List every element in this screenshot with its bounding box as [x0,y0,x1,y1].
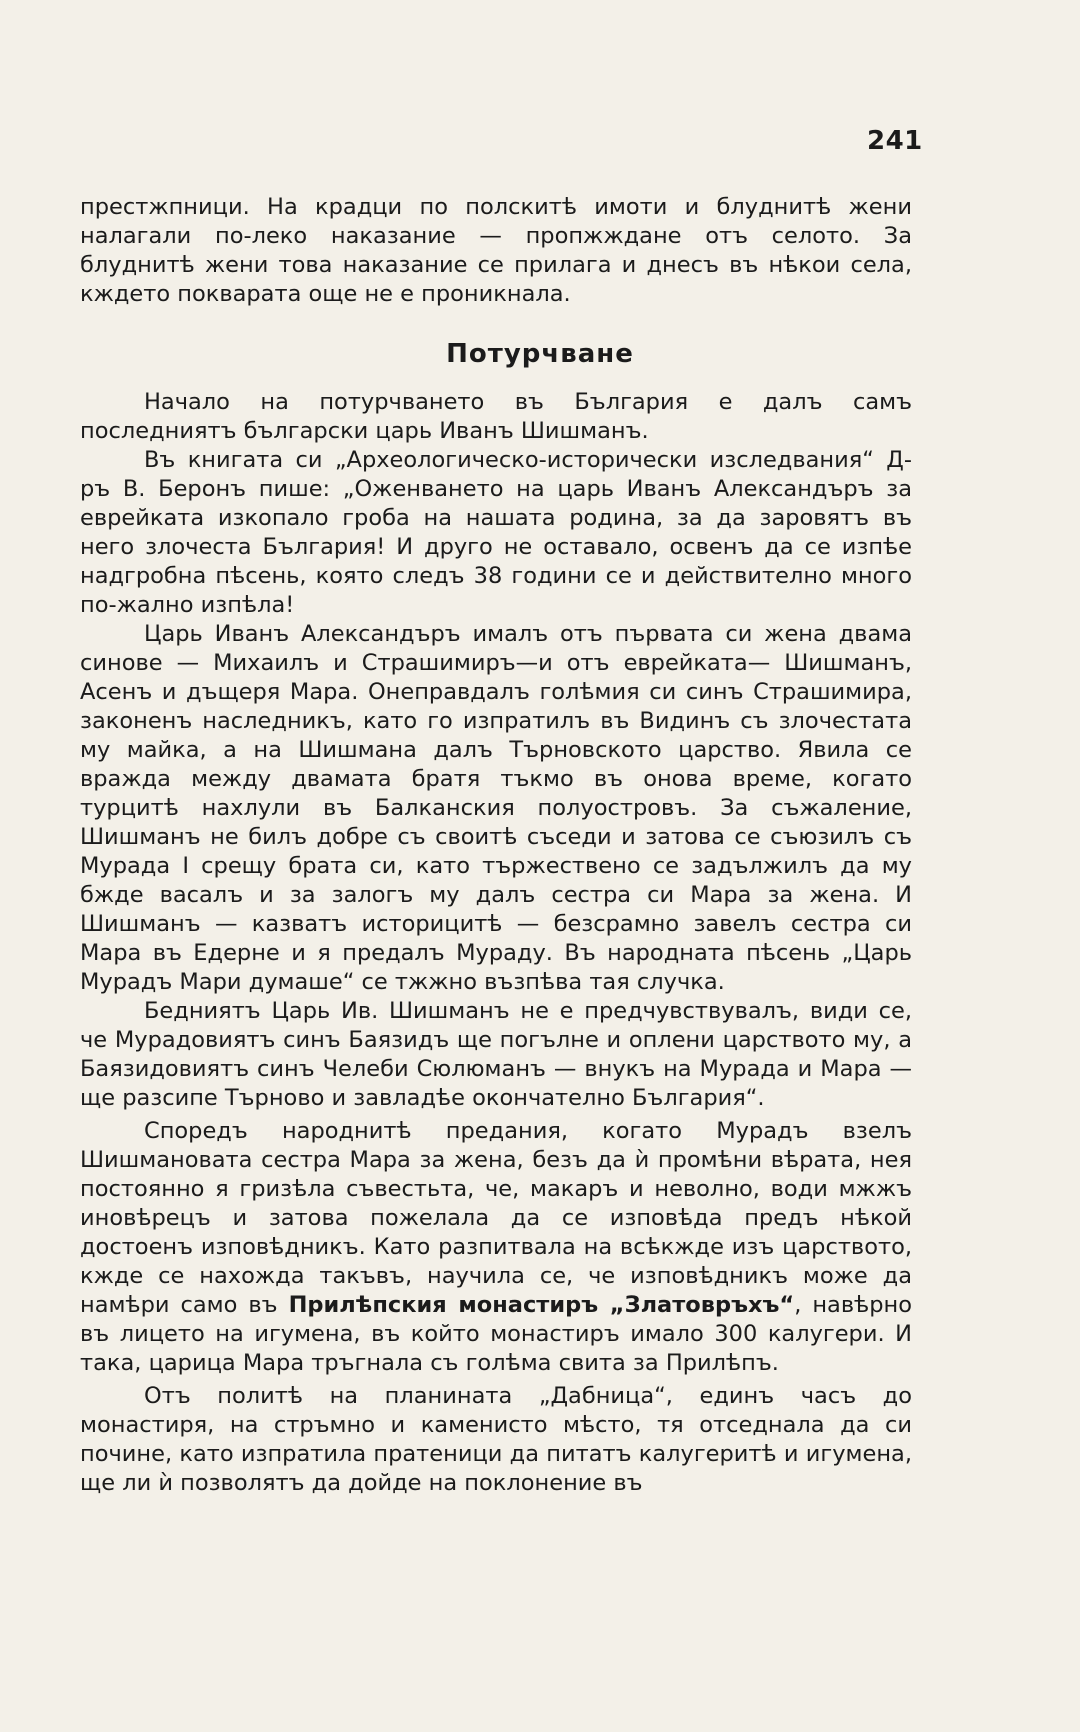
intro-paragraph [80,193,912,309]
paragraph-3: Царь Иванъ Александъръ ималъ отъ първата си жена двама синове — Михаилъ и Страшимиръ—и отъ еврейката— Шишманъ, Асенъ и дъщеря Мара. Онеправдалъ голѣмия си синъ Страшимира, законенъ наследникъ, като го изпратилъ въ Видинъ съ злочестата му майка, а на Шишмана далъ Търновското царство. Явила се вражда между двамата братя тъкмо въ онова време, когато турцитѣ нахлули въ Балканския полуостровъ. За съжаление, Шишманъ не билъ добре съ своитѣ съседи и затова се съюзилъ съ Мурада I срещу брата си, като тържествено се задължилъ да му бжде васалъ и за залогъ му далъ сестра си Мара за жена. И Шишманъ — казватъ историцитѣ — безсрамно завелъ сестра си Мара въ Едерне и я предалъ Мураду. Въ народната пѣсень „Царь Мурадъ Мари думаше“ се тжжно възпѣва тая случка. [80,621,912,995]
section-body [80,388,912,1498]
paragraph-1: Начало на потурчването въ България е далъ самъ последниятъ български царь Иванъ Шишманъ. [80,389,912,444]
intro-text: престжпници. На крадци по полскитѣ имоти и блуднитѣ жени налагали по-леко наказание — пропжждане отъ селото. За блуднитѣ жени това наказание се прилага и днесъ въ нѣкои села, кждето покварата още не е проникнала. [80,194,912,307]
paragraph-6: Отъ политѣ на планината „Дабница“, единъ часъ до монастиря, на стръмно и каменисто мѣсто, тя отседнала да си почине, като изпратила пратеници да питатъ калугеритѣ и игумена, ще ли ѝ позволятъ да дойде на поклонение въ [80,1383,912,1496]
paragraph-2: Въ книгата си „Археологическо-исторически изследвания“ Д-ръ В. Беронъ пише: „Оженването на царь Иванъ Александъръ за еврейката изкопало гроба на нашата родина, за да заровятъ въ него злочеста България! И друго не оставало, освенъ да се изпѣе надгробна пѣсень, която следъ 38 години се и действително много по-жално изпѣла! [80,447,912,618]
monastery-name: Прилѣпския монастиръ „Златовръхъ“ [288,1292,795,1318]
paragraph-5 [80,1117,912,1378]
paragraph-5-end: , навѣрно въ лицето на игумена, въ който монастиръ имало 300 калугери. И така, царица Мара тръгнала съ голѣма свита за Прилѣпъ. [80,1292,912,1376]
paragraph-5-start: Споредъ народнитѣ предания, когато Мурадъ взелъ Шишмановата сестра Мара за жена, безъ да ѝ промѣни вѣрата, нея постоянно я гризѣла съвестьта, че, макаръ и неволно, води мжжъ иновѣрецъ и затова пожелала да се изповѣда предъ нѣкой достоенъ изповѣдникъ. Като разпитвала на всѣкжде изъ царството, кжде се нахожда такъвъ, научила се, че изповѣдникъ може да намѣри само въ [80,1118,912,1318]
section-heading: Потурчване [446,339,634,369]
paragraph-4: Бедниятъ Царь Ив. Шишманъ не е предчувствувалъ, види се, че Мурадовиятъ синъ Баязидъ ще погълне и оплени царството му, а Баязидовиятъ синъ Челеби Сюлюманъ — внукъ на Мурада и Мара — ще разсипе Търново и завладѣе окончателно България“. [80,998,912,1111]
page-number: 241 [867,126,923,156]
